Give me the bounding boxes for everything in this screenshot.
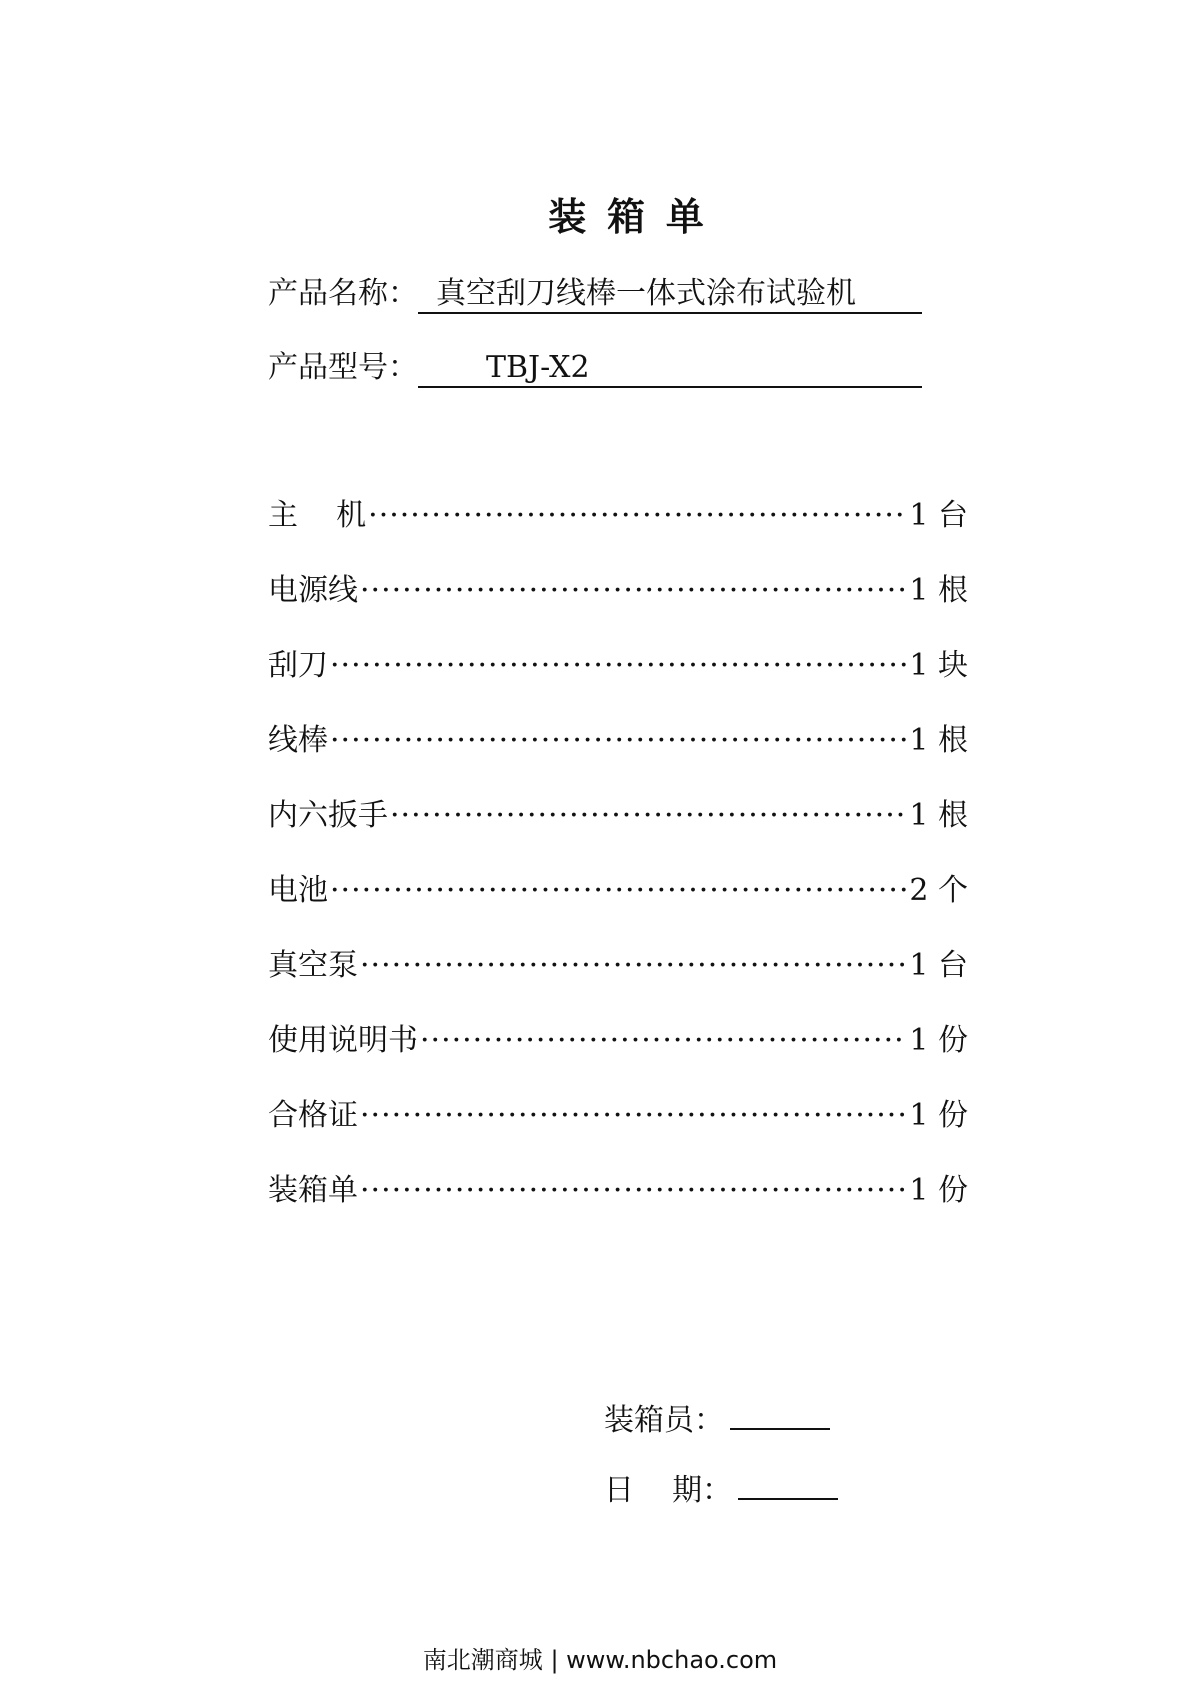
product-model-value: TBJ-X2 xyxy=(418,350,922,388)
item-quantity: 1 根 xyxy=(909,798,968,833)
dot-leader xyxy=(330,873,907,908)
item-name: 使用说明书 xyxy=(268,1023,418,1058)
product-model-label: 产品型号： xyxy=(268,350,418,385)
item-name: 线棒 xyxy=(268,723,328,758)
item-quantity: 1 份 xyxy=(909,1173,968,1208)
item-quantity: 1 根 xyxy=(909,573,968,608)
list-item xyxy=(268,1090,968,1165)
item-name: 电池 xyxy=(268,873,328,908)
dot-leader xyxy=(420,1023,907,1058)
list-item xyxy=(268,790,968,865)
date-label: 日 期： xyxy=(604,1473,733,1508)
list-item xyxy=(268,1165,968,1240)
item-quantity: 1 台 xyxy=(909,948,968,983)
dot-leader xyxy=(360,1173,907,1208)
date-signature xyxy=(604,1465,838,1509)
item-name: 电源线 xyxy=(268,573,358,608)
item-name: 主 机 xyxy=(268,498,367,533)
date-blank-line xyxy=(738,1468,838,1500)
item-name: 合格证 xyxy=(268,1098,358,1133)
item-name: 真空泵 xyxy=(268,948,358,983)
dot-leader xyxy=(360,948,907,983)
dot-leader xyxy=(368,498,907,533)
product-name-field xyxy=(268,268,922,314)
item-name: 刮刀 xyxy=(268,648,328,683)
item-quantity: 1 份 xyxy=(909,1098,968,1133)
list-item xyxy=(268,640,968,715)
item-quantity: 1 份 xyxy=(909,1023,968,1058)
item-list xyxy=(268,490,968,1240)
packer-signature xyxy=(604,1395,830,1439)
packer-blank-line xyxy=(730,1398,830,1430)
item-quantity: 1 台 xyxy=(909,498,968,533)
footer-watermark: 南北潮商城 | www.nbchao.com xyxy=(422,1646,778,1674)
product-name-label: 产品名称： xyxy=(268,276,418,311)
list-item xyxy=(268,715,968,790)
item-name: 装箱单 xyxy=(268,1173,358,1208)
list-item xyxy=(268,490,968,565)
item-quantity: 2 个 xyxy=(909,873,968,908)
dot-leader xyxy=(360,573,907,608)
dot-leader xyxy=(390,798,907,833)
dot-leader xyxy=(330,648,907,683)
product-model-field xyxy=(268,342,922,388)
list-item xyxy=(268,865,968,940)
packer-label: 装箱员： xyxy=(604,1403,724,1438)
item-name: 内六扳手 xyxy=(268,798,388,833)
product-name-value: 真空刮刀线棒一体式涂布试验机 xyxy=(418,276,922,314)
list-item xyxy=(268,565,968,640)
document-title: 装 箱 单 xyxy=(548,194,708,239)
item-quantity: 1 根 xyxy=(909,723,968,758)
list-item xyxy=(268,940,968,1015)
item-quantity: 1 块 xyxy=(909,648,968,683)
list-item xyxy=(268,1015,968,1090)
dot-leader xyxy=(360,1098,907,1133)
dot-leader xyxy=(330,723,907,758)
